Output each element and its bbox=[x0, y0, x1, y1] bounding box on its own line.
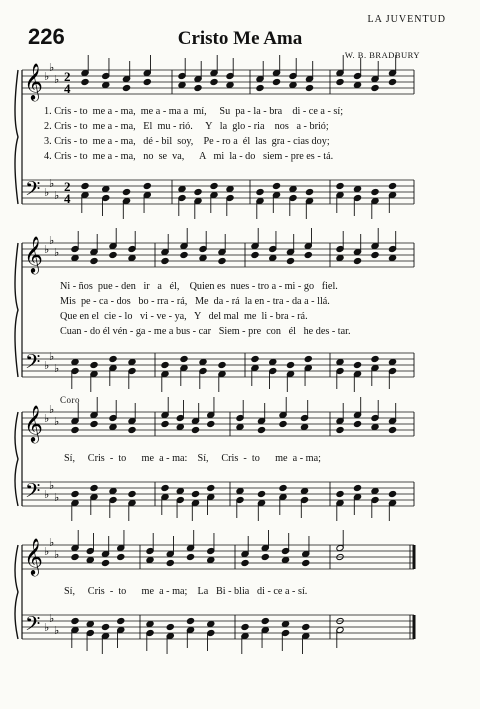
note-head bbox=[90, 420, 98, 427]
note-head bbox=[388, 358, 396, 365]
lyric-line-chorus: Sí, Cris - to me a - ma: Sí, Cris - to me a - ma; bbox=[64, 453, 321, 464]
note-head bbox=[304, 251, 312, 258]
note-head bbox=[90, 257, 98, 264]
note-head bbox=[269, 358, 277, 365]
flat-sign: ♭ bbox=[54, 548, 60, 561]
system-brace bbox=[15, 70, 18, 204]
note-head bbox=[102, 185, 110, 192]
treble-clef: 𝄞 bbox=[24, 235, 43, 273]
note-head bbox=[186, 617, 194, 624]
note-head bbox=[180, 251, 188, 258]
note-head bbox=[241, 559, 249, 566]
note-head bbox=[180, 355, 188, 362]
note-head bbox=[286, 257, 294, 264]
treble-clef: 𝄞 bbox=[24, 537, 43, 575]
note-head bbox=[143, 182, 151, 189]
note-head bbox=[300, 487, 308, 494]
note-head bbox=[86, 620, 94, 627]
note-head bbox=[128, 426, 136, 433]
flat-sign: ♭ bbox=[44, 621, 50, 634]
time-signature-bottom: 4 bbox=[64, 191, 71, 206]
note-head bbox=[336, 358, 344, 365]
note-head bbox=[269, 254, 277, 261]
note-head bbox=[336, 78, 344, 85]
note-head bbox=[256, 84, 264, 91]
bass-clef: 𝄢 bbox=[25, 350, 41, 378]
lyric-line-verse-3: Que en el cie - lo vi - ve - ya, Y del mal me li - bra - rá. bbox=[60, 311, 308, 322]
note-head bbox=[226, 185, 234, 192]
time-signature-top: 2 bbox=[64, 179, 71, 194]
note-head bbox=[128, 490, 136, 497]
flat-sign: ♭ bbox=[54, 624, 60, 637]
system-brace bbox=[15, 412, 18, 506]
flat-sign: ♭ bbox=[44, 186, 50, 199]
note-head bbox=[191, 490, 199, 497]
note-head bbox=[388, 182, 396, 189]
note-head bbox=[117, 617, 125, 624]
note-head bbox=[305, 84, 313, 91]
note-head bbox=[371, 487, 379, 494]
note-head bbox=[289, 81, 297, 88]
note-head bbox=[176, 487, 184, 494]
time-signature-top: 2 bbox=[64, 69, 71, 84]
lyric-line-chorus: Sí, Cris - to me a - ma; La Bi - blia di - ce a - sí. bbox=[64, 586, 308, 597]
note-head bbox=[199, 358, 207, 365]
flat-sign: ♭ bbox=[54, 362, 60, 375]
note-head bbox=[336, 490, 344, 497]
note-head bbox=[371, 423, 379, 430]
lyric-line-verse-4: 4. Cris - to me a - ma, no se va, A mi la - do siem - pre es - tá. bbox=[44, 151, 334, 162]
note-head bbox=[207, 484, 215, 491]
note-head bbox=[166, 559, 174, 566]
time-signature-bottom: 4 bbox=[64, 81, 71, 96]
section-title: LA JUVENTUD bbox=[367, 14, 446, 25]
note-head bbox=[286, 361, 294, 368]
note-head bbox=[71, 426, 79, 433]
note-head bbox=[194, 188, 202, 195]
note-head bbox=[353, 484, 361, 491]
note-head bbox=[117, 553, 125, 560]
note-head bbox=[71, 358, 79, 365]
flat-sign: ♭ bbox=[44, 70, 50, 83]
flat-sign: ♭ bbox=[44, 359, 50, 372]
lyric-line-verse-2: Mis pe - ca - dos bo - rra - rá, Me da - rá la en - tra - da a - llá. bbox=[60, 296, 330, 307]
flat-sign: ♭ bbox=[44, 412, 50, 425]
note-head bbox=[186, 553, 194, 560]
system-brace bbox=[15, 243, 18, 377]
lyric-line-verse-2: 2. Cris - to me a - ma, El mu - rió. Y la glo - ria nos a - brió; bbox=[44, 121, 329, 132]
hymn-title: Cristo Me Ama bbox=[177, 28, 303, 49]
flat-sign: ♭ bbox=[49, 403, 55, 416]
note-head bbox=[226, 81, 234, 88]
note-head bbox=[191, 426, 199, 433]
lyric-line-verse-1: Ni - ños pue - den ir a él, Quien es nues - tro a - mi - go fiel. bbox=[60, 281, 338, 292]
note-head bbox=[218, 257, 226, 264]
note-head bbox=[109, 355, 117, 362]
note-head bbox=[81, 182, 89, 189]
note-head bbox=[207, 556, 215, 563]
note-head bbox=[336, 254, 344, 261]
system-brace bbox=[15, 545, 18, 639]
note-head bbox=[371, 84, 379, 91]
note-head bbox=[81, 78, 89, 85]
bass-clef: 𝄢 bbox=[25, 177, 41, 205]
note-head bbox=[128, 254, 136, 261]
note-head bbox=[302, 623, 310, 630]
note-head bbox=[289, 185, 297, 192]
note-head bbox=[302, 559, 310, 566]
note-head bbox=[109, 487, 117, 494]
lyric-line-verse-3: 3. Cris - to me a - ma, dé - bil soy, Pe - ro a él las gra - cias doy; bbox=[44, 136, 330, 147]
note-head bbox=[304, 355, 312, 362]
note-head bbox=[178, 185, 186, 192]
note-head bbox=[128, 358, 136, 365]
note-head bbox=[207, 620, 215, 627]
note-head bbox=[199, 254, 207, 261]
note-head bbox=[176, 423, 184, 430]
flat-sign: ♭ bbox=[44, 243, 50, 256]
flat-sign: ♭ bbox=[54, 189, 60, 202]
note-head bbox=[236, 423, 244, 430]
note-head bbox=[353, 361, 361, 368]
bass-clef: 𝄢 bbox=[25, 612, 41, 640]
note-head bbox=[256, 188, 264, 195]
flat-sign: ♭ bbox=[49, 350, 55, 363]
note-head bbox=[272, 182, 280, 189]
chorus-label: Coro bbox=[60, 395, 80, 405]
treble-clef: 𝄞 bbox=[24, 404, 43, 442]
flat-sign: ♭ bbox=[54, 491, 60, 504]
note-head bbox=[71, 254, 79, 261]
flat-sign: ♭ bbox=[44, 545, 50, 558]
note-head bbox=[90, 484, 98, 491]
note-head bbox=[109, 423, 117, 430]
note-head bbox=[305, 188, 313, 195]
note-head bbox=[257, 490, 265, 497]
note-head bbox=[388, 254, 396, 261]
note-head bbox=[353, 81, 361, 88]
note-head bbox=[71, 617, 79, 624]
note-head bbox=[261, 553, 269, 560]
flat-sign: ♭ bbox=[49, 61, 55, 74]
lyric-line-verse-1: 1. Cris - to me a - ma, me a - ma a mí, Su pa - la - bra di - ce a - sí; bbox=[44, 106, 344, 117]
note-head bbox=[272, 78, 280, 85]
flat-sign: ♭ bbox=[54, 73, 60, 86]
note-head bbox=[207, 420, 215, 427]
note-head bbox=[371, 188, 379, 195]
note-head bbox=[300, 423, 308, 430]
note-head bbox=[353, 257, 361, 264]
flat-sign: ♭ bbox=[49, 536, 55, 549]
note-head bbox=[210, 78, 218, 85]
note-head bbox=[279, 420, 287, 427]
note-head bbox=[122, 84, 130, 91]
note-head bbox=[166, 623, 174, 630]
note-head bbox=[101, 559, 109, 566]
note-head bbox=[388, 78, 396, 85]
note-head bbox=[86, 556, 94, 563]
note-head bbox=[241, 623, 249, 630]
note-head bbox=[257, 426, 265, 433]
bass-clef: 𝄢 bbox=[25, 479, 41, 507]
note-head bbox=[281, 556, 289, 563]
note-head bbox=[71, 553, 79, 560]
flat-sign: ♭ bbox=[54, 415, 60, 428]
hymn-number: 226 bbox=[28, 24, 65, 49]
note-head bbox=[336, 426, 344, 433]
note-head bbox=[353, 420, 361, 427]
note-head bbox=[279, 484, 287, 491]
note-head bbox=[146, 620, 154, 627]
note-head bbox=[143, 78, 151, 85]
note-head bbox=[371, 355, 379, 362]
note-head bbox=[218, 361, 226, 368]
note-head bbox=[353, 185, 361, 192]
flat-sign: ♭ bbox=[49, 479, 55, 492]
note-head bbox=[236, 487, 244, 494]
lyric-line-verse-4: Cuan - do él vén - ga - me a bus - car Siem - pre con él he des - tar. bbox=[60, 326, 351, 337]
note-head bbox=[102, 81, 110, 88]
flat-sign: ♭ bbox=[49, 612, 55, 625]
note-head bbox=[109, 251, 117, 258]
note-head bbox=[161, 361, 169, 368]
note-head bbox=[194, 84, 202, 91]
note-head bbox=[281, 620, 289, 627]
note-head bbox=[90, 361, 98, 368]
note-head bbox=[210, 182, 218, 189]
note-head bbox=[388, 490, 396, 497]
note-head bbox=[161, 257, 169, 264]
note-head bbox=[146, 556, 154, 563]
note-head bbox=[371, 251, 379, 258]
note-head bbox=[122, 188, 130, 195]
note-head bbox=[251, 251, 259, 258]
note-head bbox=[336, 182, 344, 189]
note-head bbox=[178, 81, 186, 88]
composer-credit: W. B. BRADBURY bbox=[344, 50, 420, 60]
note-head bbox=[71, 490, 79, 497]
flat-sign: ♭ bbox=[54, 246, 60, 259]
flat-sign: ♭ bbox=[49, 234, 55, 247]
treble-clef: 𝄞 bbox=[24, 62, 43, 100]
flat-sign: ♭ bbox=[44, 488, 50, 501]
note-head bbox=[261, 617, 269, 624]
note-head bbox=[388, 426, 396, 433]
note-head bbox=[161, 484, 169, 491]
note-head bbox=[101, 623, 109, 630]
note-head bbox=[251, 355, 259, 362]
note-head bbox=[161, 420, 169, 427]
flat-sign: ♭ bbox=[49, 177, 55, 190]
